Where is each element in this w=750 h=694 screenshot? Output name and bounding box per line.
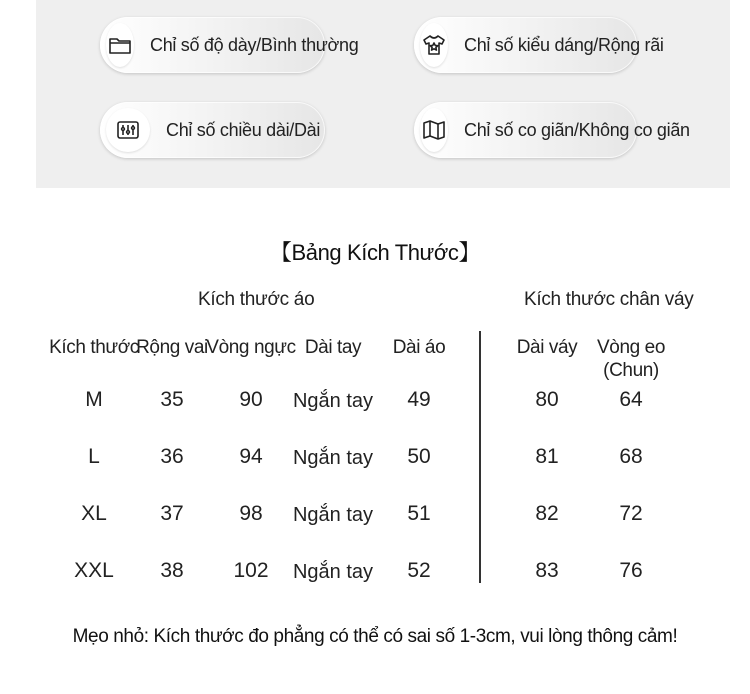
table-cell: 68 — [619, 445, 643, 468]
table-cell: 102 — [233, 559, 269, 582]
stretch-index-pill — [414, 102, 690, 158]
table-cell: Ngắn tay — [292, 390, 374, 412]
chest-column-header: Vòng ngực — [206, 337, 296, 358]
size-table-title: 【Bảng Kích Thước】 — [269, 240, 481, 265]
table-cell: Ngắn tay — [292, 504, 374, 526]
table-cell: 72 — [619, 502, 643, 525]
fit-index-label: Chỉ số kiểu dáng/Rộng rãi — [464, 34, 664, 55]
table-cell: M — [85, 388, 103, 411]
table-cell: 36 — [160, 445, 184, 468]
measurement-tip: Mẹo nhỏ: Kích thước đo phẳng có thể có sai số 1-3cm, vui lòng thông cảm! — [72, 626, 678, 647]
ruler-icon — [106, 108, 150, 152]
skirt-length-column-header: Dài váy — [516, 337, 578, 358]
table-cell: XXL — [74, 559, 114, 582]
map-fold-icon — [420, 108, 448, 152]
table-cell: 35 — [160, 388, 184, 411]
shoulder-column-header: Rộng vai — [136, 337, 208, 358]
thickness-index-label: Chỉ số độ dày/Bình thường — [150, 34, 359, 55]
stretch-index-label: Chỉ số co giãn/Không co giãn — [464, 119, 690, 140]
length-index-pill — [100, 102, 325, 158]
tshirt-icon — [420, 23, 448, 67]
fit-index-pill — [414, 17, 664, 73]
table-cell: 50 — [407, 445, 431, 468]
table-cell: 82 — [535, 502, 559, 525]
table-cell: XL — [81, 502, 107, 525]
waist-column-header: Vòng eo (Chun) — [597, 337, 665, 381]
table-cell: 37 — [160, 502, 184, 525]
table-cell: 80 — [535, 388, 559, 411]
table-cell: 90 — [239, 388, 263, 411]
length-index-label: Chỉ số chiều dài/Dài — [166, 119, 321, 140]
table-cell: 51 — [407, 502, 431, 525]
table-cell: 83 — [535, 559, 559, 582]
table-cell: 64 — [619, 388, 643, 411]
table-cell: 52 — [407, 559, 431, 582]
shirt-length-column-header: Dài áo — [392, 337, 446, 358]
shirt-size-group-header: Kích thước áo — [198, 289, 315, 310]
sleeve-column-header: Dài tay — [304, 337, 362, 358]
table-cell: 76 — [619, 559, 643, 582]
table-cell: 98 — [239, 502, 263, 525]
table-cell: Ngắn tay — [292, 447, 374, 469]
folder-icon — [106, 23, 134, 67]
table-cell: 81 — [535, 445, 559, 468]
table-cell: 38 — [160, 559, 184, 582]
table-divider — [479, 331, 481, 583]
table-cell: 49 — [407, 388, 431, 411]
table-cell: Ngắn tay — [292, 561, 374, 583]
table-cell: 94 — [239, 445, 263, 468]
skirt-size-group-header: Kích thước chân váy — [524, 289, 694, 310]
size-column-header: Kích thước — [49, 337, 139, 358]
thickness-index-pill — [100, 17, 359, 73]
table-cell: L — [88, 445, 100, 468]
